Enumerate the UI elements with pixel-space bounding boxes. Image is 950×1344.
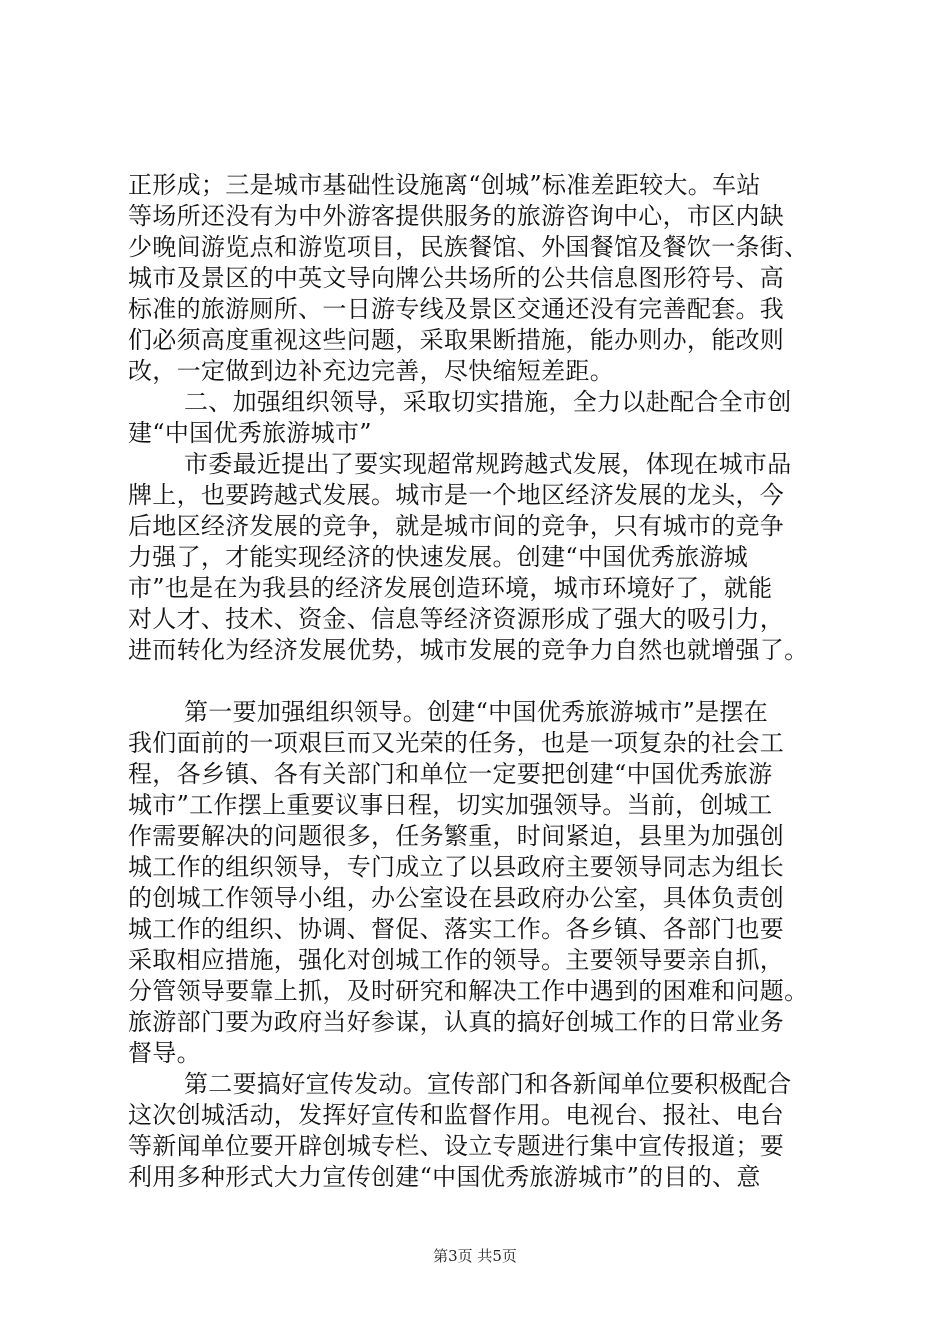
- text-line: 对人才、技术、资金、信息等经济资源形成了强大的吸引力，: [128, 605, 785, 633]
- text-line: 第二要搞好宣传发动。宣传部门和各新闻单位要积极配合: [184, 1070, 792, 1098]
- paragraph: [128, 449, 848, 666]
- text-line: 力强了，才能实现经济的快速发展。创建“中国优秀旅游城: [128, 543, 749, 571]
- text-line: 第一要加强组织领导。创建“中国优秀旅游城市”是摆在: [184, 698, 769, 726]
- paragraph: [128, 1069, 848, 1193]
- document-body: [128, 170, 848, 1193]
- text-line: 城工作的组织领导，专门成立了以县政府主要领导同志为组长: [128, 853, 785, 881]
- text-line: 这次创城活动，发挥好宣传和监督作用。电视台、报社、电台: [128, 1101, 785, 1129]
- text-line: 分管领导要靠上抓，及时研究和解决工作中遇到的困难和问题。: [128, 977, 809, 1005]
- text-line: 等场所还没有为中外游客提供服务的旅游咨询中心，市区内缺: [128, 202, 785, 230]
- text-line: 后地区经济发展的竞争，就是城市间的竞争，只有城市的竞争: [128, 512, 785, 540]
- text-line: 督导。: [128, 1039, 201, 1067]
- text-line: 改，一定做到边补充边完善，尽快缩短差距。: [128, 357, 614, 385]
- text-line: 建“中国优秀旅游城市”: [128, 419, 372, 447]
- text-line: 的创城工作领导小组，办公室设在县政府办公室，具体负责创: [128, 884, 785, 912]
- text-line: 我们面前的一项艰巨而又光荣的任务，也是一项复杂的社会工: [128, 729, 785, 757]
- text-line: 城市”工作摆上重要议事日程，切实加强领导。当前，创城工: [128, 791, 773, 819]
- text-line: 程，各乡镇、各有关部门和单位一定要把创建“中国优秀旅游: [128, 760, 773, 788]
- text-line: 们必须高度重视这些问题，采取果断措施，能办则办，能改则: [128, 326, 785, 354]
- text-line: 正形成；三是城市基础性设施离“创城”标准差距较大。车站: [128, 171, 761, 199]
- text-line: 城工作的组织、协调、督促、落实工作。各乡镇、各部门也要: [128, 915, 785, 943]
- blank-line: [128, 666, 848, 697]
- text-line: 利用多种形式大力宣传创建“中国优秀旅游城市”的目的、意: [128, 1163, 761, 1191]
- paragraph: [128, 170, 848, 387]
- text-line: 进而转化为经济发展优势，城市发展的竞争力自然也就增强了。: [128, 636, 809, 664]
- paragraph: [128, 387, 848, 449]
- text-line: 市”也是在为我县的经济发展创造环境，城市环境好了，就能: [128, 574, 773, 602]
- text-line: 城市及景区的中英文导向牌公共场所的公共信息图形符号、高: [128, 264, 785, 292]
- text-line: 市委最近提出了要实现超常规跨越式发展，体现在城市品: [184, 450, 792, 478]
- text-line: 标准的旅游厕所、一日游专线及景区交通还没有完善配套。我: [128, 295, 785, 323]
- text-line: 作需要解决的问题很多，任务繁重，时间紧迫，县里为加强创: [128, 822, 785, 850]
- text-line: 二、加强组织领导，采取切实措施，全力以赴配合全市创: [184, 388, 792, 416]
- text-line: 少晚间游览点和游览项目，民族餐馆、外国餐馆及餐饮一条街、: [128, 233, 809, 261]
- text-line: 旅游部门要为政府当好参谋，认真的搞好创城工作的日常业务: [128, 1008, 785, 1036]
- text-line: 牌上，也要跨越式发展。城市是一个地区经济发展的龙头，今: [128, 481, 785, 509]
- page-footer: 第3页 共5页: [433, 1247, 517, 1265]
- paragraph: [128, 697, 848, 1069]
- text-line: 等新闻单位要开辟创城专栏、设立专题进行集中宣传报道；要: [128, 1132, 785, 1160]
- text-line: 采取相应措施，强化对创城工作的领导。主要领导要亲自抓，: [128, 946, 785, 974]
